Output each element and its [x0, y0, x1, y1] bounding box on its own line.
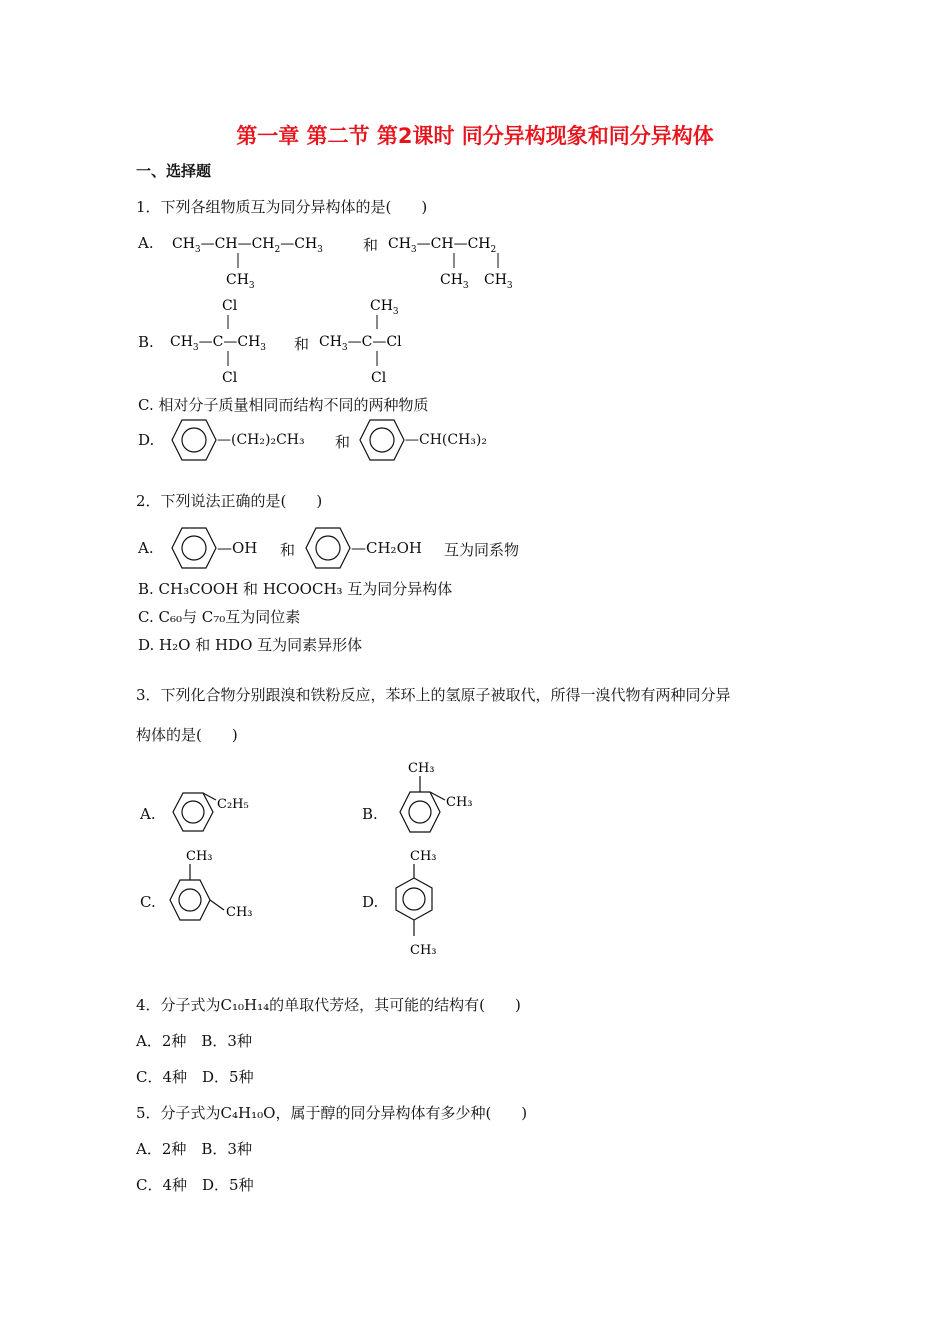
svg-text:Cl: Cl — [222, 298, 238, 314]
q1-d-left-text: (CH₂)₂CH₃ — [231, 432, 305, 448]
q1-a-right-svg — [388, 234, 528, 294]
svg-text:CH3—CH—CH2—CH3: $CH_3—CH—CH_2—CH_3$ — [172, 236, 323, 255]
q2-a-left-substituent: —OH — [217, 539, 258, 557]
q5-options-cd: C．4种 D．5种 — [136, 1176, 254, 1194]
q1-option-d-label: D. — [138, 431, 155, 449]
q2-a-conj: 和 — [280, 541, 296, 559]
q1-a-conj: 和 — [363, 236, 379, 254]
svg-text:CH3—C—Cl: $CH_3—C—Cl$ — [319, 334, 402, 353]
q1-b-conj: 和 — [294, 335, 310, 353]
q3-option-d-label: D. — [362, 893, 379, 911]
q1-d-left-substituent: —(CH₂)₂CH₃ — [217, 432, 305, 448]
q3-option-c-label: C. — [140, 893, 156, 911]
q3-stem-line1: 3．下列化合物分别跟溴和铁粉反应，苯环上的氢原子被取代，所得一溴代物有两种同分异 — [136, 686, 731, 704]
svg-text:CH3—CH—CH2: $CH_3—CH—CH_2$ — [388, 236, 497, 255]
svg-text:CH3: $CH_3$ — [484, 272, 513, 291]
q3-stem-line2: 构体的是( ) — [136, 726, 238, 744]
q3-option-b-label: B. — [362, 805, 378, 823]
q3-c-sub2: CH₃ — [226, 905, 253, 920]
q1-option-a-label: A. — [138, 234, 154, 252]
q3-b-structure — [390, 756, 490, 840]
q1-b-structure-left — [170, 296, 290, 390]
svg-text:CH3: $CH_3$ — [440, 272, 469, 291]
q1-option-c: C. 相对分子质量相同而结构不同的两种物质 — [138, 396, 429, 414]
section-heading: 一、选择题 — [136, 162, 212, 180]
q3-d-structure — [388, 844, 458, 962]
q1-b-right-svg — [319, 296, 429, 390]
svg-text:Cl: Cl — [222, 370, 238, 386]
svg-text:CH3: $CH_3$ — [370, 298, 399, 317]
q3-a-structure — [172, 790, 272, 838]
q3-d-sub1: CH₃ — [410, 849, 437, 864]
q3-b-sub1: CH₃ — [408, 761, 435, 776]
q1-d-conj: 和 — [335, 433, 351, 451]
q2-a-right-text: CH₂OH — [366, 539, 422, 557]
q2-option-a-label: A. — [138, 539, 154, 557]
q1-a-structure-right — [388, 234, 528, 294]
q3-a-sub: C₂H₅ — [217, 797, 249, 812]
q4-options-cd: C．4种 D．5种 — [136, 1068, 254, 1086]
svg-text:Cl: Cl — [371, 370, 387, 386]
q1-d-right-substituent: —CH(CH₃)₂ — [405, 432, 487, 448]
q2-a-right-substituent: —CH₂OH — [351, 539, 422, 557]
q1-b-structure-right — [319, 296, 429, 390]
q1-d-benzene-left-icon — [170, 418, 218, 462]
q2-stem: 2．下列说法正确的是( ) — [136, 492, 323, 510]
q2-a-benzene-left-icon — [170, 526, 218, 570]
q1-option-b-label: B. — [138, 333, 154, 351]
q3-b-sub2: CH₃ — [446, 795, 473, 810]
svg-text:CH3—C—CH3: $CH_3—C—CH_3$ — [170, 334, 267, 353]
q2-a-benzene-right-icon — [304, 526, 352, 570]
q1-a-structure-left — [172, 234, 362, 294]
q3-c-structure — [166, 844, 266, 928]
q3-c-sub1: CH₃ — [186, 849, 213, 864]
q4-stem: 4．分子式为C₁₀H₁₄的单取代芳烃，其可能的结构有( ) — [136, 996, 521, 1014]
page-title: 第一章 第二节 第2课时 同分异构现象和同分异构体 — [236, 124, 714, 148]
q3-option-a-label: A. — [140, 805, 156, 823]
q2-a-left-text: OH — [232, 539, 258, 557]
svg-text:CH3: $CH_3$ — [226, 272, 255, 291]
q1-d-right-text: CH(CH₃)₂ — [419, 432, 487, 448]
q2-option-d: D. H₂O 和 HDO 互为同素异形体 — [138, 636, 363, 654]
q5-options-ab: A．2种 B．3种 — [136, 1140, 252, 1158]
q1-a-left-svg — [172, 234, 362, 294]
q2-a-tail: 互为同系物 — [444, 541, 520, 559]
q2-option-c: C. C₆₀与 C₇₀互为同位素 — [138, 608, 301, 626]
q1-stem: 1．下列各组物质互为同分异构体的是( ) — [136, 198, 428, 216]
q1-b-left-svg — [170, 296, 290, 390]
q3-d-sub2: CH₃ — [410, 943, 437, 958]
q1-d-benzene-right-icon — [358, 418, 406, 462]
q4-options-ab: A．2种 B．3种 — [136, 1032, 252, 1050]
q5-stem: 5．分子式为C₄H₁₀O，属于醇的同分异构体有多少种( ) — [136, 1104, 528, 1122]
q2-option-b: B. CH₃COOH 和 HCOOCH₃ 互为同分异构体 — [138, 580, 453, 598]
